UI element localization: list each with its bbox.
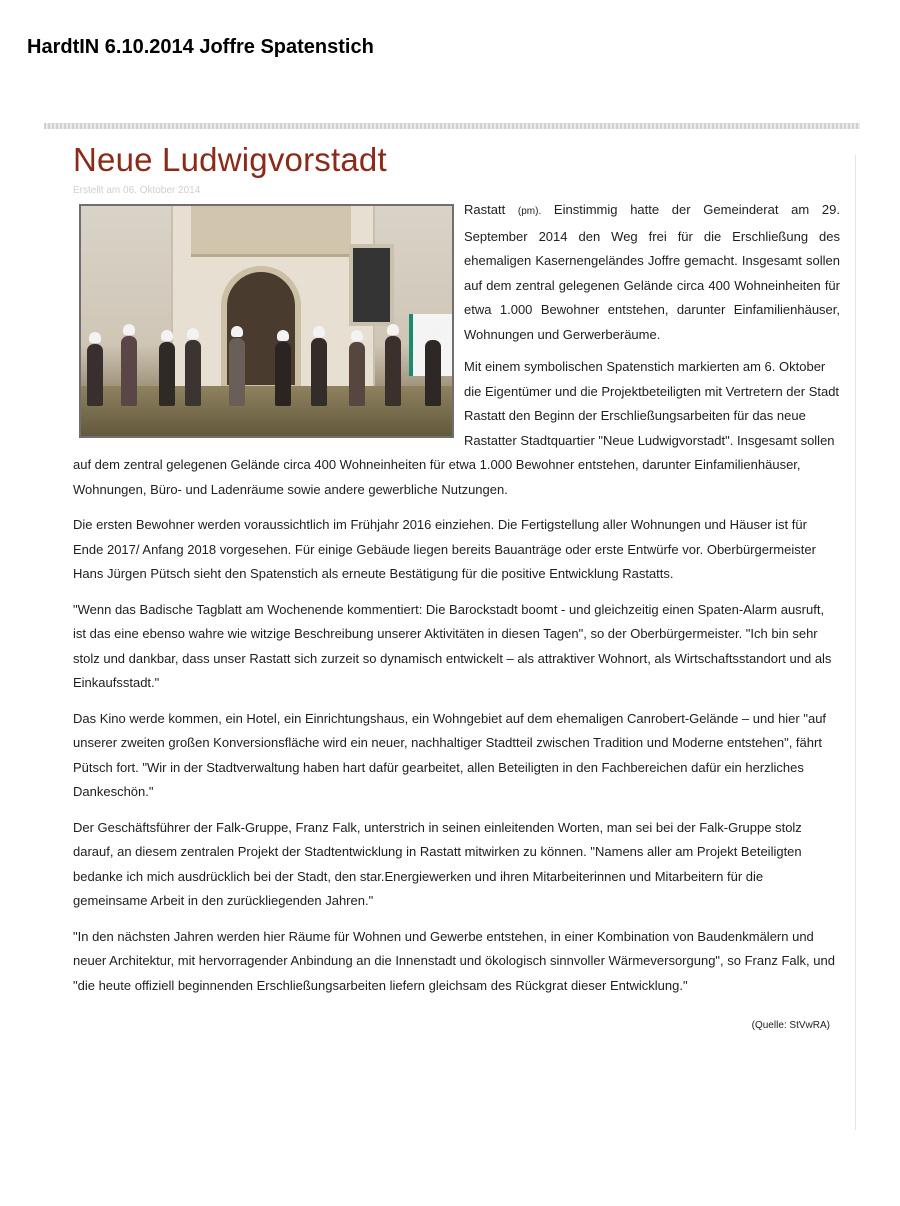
photo-person bbox=[349, 342, 365, 406]
article-paragraph: Die ersten Bewohner werden voraussichtlich im Frühjahr 2016 einziehen. Die Fertigstellung aller Wohnungen und Häuser ist für Ende 2017/ Anfang 2018 vorgesehen. Für einige Gebäude liegen bereits Bauanträge oder erste Entwürfe vor. Oberbürgermeister Hans Jürgen Pütsch sieht den Spatenstich als erneute Bestätigung für die positive Entwicklung Rastatts. bbox=[73, 517, 816, 581]
photo-person bbox=[159, 342, 175, 406]
source-credit: (Quelle: StVwRA) bbox=[751, 1020, 830, 1031]
article-paragraph: Mit einem symbolischen Spatenstich markierten am 6. Oktober die Eigentümer und die Projektbeteiligten mit Vertretern der Stadt Rastatt den Beginn der Erschließungsarbeiten für das neue Rastatter Stadtquartier "Neue Ludwigvorstadt". Insgesamt sollen auf dem zentral gelegenen Gelände circa 400 Wohneinheiten für etwa 1.000 Bewohner entstehen, darunter Einfamilienhäuser, Wohnungen, Büro- und Ladenräume sowie andere gewerbliche Nutzungen. bbox=[73, 359, 840, 497]
top-divider bbox=[44, 123, 860, 129]
article-paragraph: "In den nächsten Jahren werden hier Räume für Wohnen und Gewerbe entstehen, in einer Kombination von Baudenkmälern und neuer Architektur, mit hervorragender Anbindung an die Innenstadt und ökologisch sinnvoller Wärmeversorgung", so Franz Falk, und "die heute offiziell beginnenden Erschließungsarbeiten liefern gleichsam des Rückgrat dieser Entwicklung." bbox=[73, 928, 835, 993]
right-divider bbox=[855, 155, 856, 1130]
photo-person bbox=[229, 338, 245, 406]
article-paragraph: "Wenn das Badische Tagblatt am Wochenende kommentiert: Die Barockstadt boomt - und gleichzeitig einen Spaten-Alarm ausruft, ist das eine ebenso wahre wie witzige Beschreibung unserer Aktivitäten in diesen Tagen", so der Oberbürgermeister. "Ich bin sehr stolz und dankbar, dass unser Rastatt sich zurzeit so dynamisch entwickelt – als attraktiver Wohnort, als Wirtschaftsstandort und als Einkaufsstadt." bbox=[73, 601, 832, 690]
photo-person bbox=[425, 340, 441, 406]
article-paragraph: Der Geschäftsführer der Falk-Gruppe, Franz Falk, unterstrich in seinen einleitenden Worten, man sei bei der Falk-Gruppe stolz darauf, an diesem zentralen Projekt der Stadtentwicklung in Rastatt mitwirken zu können. "Namens aller am Projekt Beteiligten bedanke ich mich ausdrücklich bei der Stadt, den star.Energiewerken und ihren Mitarbeiterinnen und Mitarbeitern für die gemeinsame Arbeit in den zurückliegenden Jahren." bbox=[73, 819, 802, 908]
photo-person bbox=[275, 342, 291, 406]
photo-person bbox=[311, 338, 327, 406]
photo-person bbox=[185, 340, 201, 406]
document-header: HardtIN 6.10.2014 Joffre Spatenstich bbox=[27, 36, 374, 58]
article-title: Neue Ludwigvorstadt bbox=[73, 141, 387, 178]
photo-person bbox=[121, 336, 137, 406]
lead-abbreviation: (pm). bbox=[517, 206, 542, 217]
photo-gable bbox=[191, 206, 351, 257]
article bbox=[73, 138, 840, 1039]
lead-place: Rastatt bbox=[464, 202, 506, 217]
article-date: Erstellt am 06. Oktober 2014 bbox=[73, 185, 201, 196]
photo-window bbox=[349, 244, 394, 326]
photo-person bbox=[385, 336, 401, 406]
article-paragraph: Das Kino werde kommen, ein Hotel, ein Einrichtungshaus, ein Wohngebiet auf dem ehemaligen Canrobert-Gelände – und hier "auf unserer zweiten großen Konversionsfläche wird ein neuer, nachhaltiger Stadtteil zwischen Tradition und Moderne entstehen", fährt Pütsch fort. "Wir in der Stadtverwaltung haben hart dafür gearbeitet, allen Beteiligten in den Fachbereichen dafür ein herzliches Dankeschön." bbox=[73, 710, 827, 799]
lead-text: Einstimmig hatte der Gemeinderat am 29. September 2014 den Weg frei für die Erschließung des ehemaligen Kasernengeländes Joffre gemacht. Insgesamt sollen auf dem zentral gelegenen Gelände circa 400 Wohneinheiten für etwa 1.000 Bewohner entstehen, darunter Einfamilienhäuser, Wohnungen und Gerwerberäume. bbox=[464, 202, 840, 342]
photo-person bbox=[87, 344, 103, 406]
groundbreaking-photo bbox=[79, 204, 454, 438]
